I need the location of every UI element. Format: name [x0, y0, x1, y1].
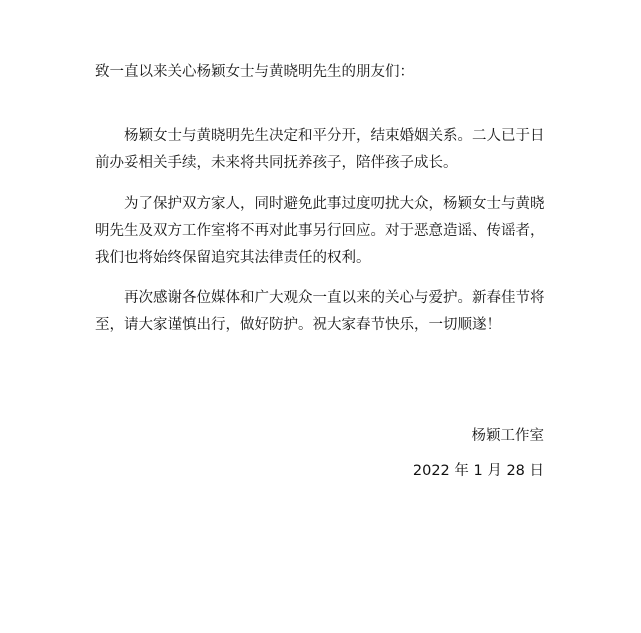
letter-date: 2022 年 1 月 28 日	[412, 463, 544, 479]
letter-signature: 杨颖工作室	[471, 428, 544, 444]
letter-greeting: 致一直以来关心杨颖女士与黄晓明先生的朋友们：	[95, 64, 414, 80]
letter-paragraph-1: 杨颖女士与黄晓明先生决定和平分开，结束婚姻关系。二人已于日前办妥相关手续，未来将共同抚养孩子，陪伴孩子成长。	[95, 128, 545, 171]
letter-paragraph-3: 再次感谢各位媒体和广大观众一直以来的关心与爱护。新春佳节将至，请大家谨慎出行，做好防护。祝大家春节快乐，一切顺遂！	[95, 290, 545, 333]
letter-paragraph-2: 为了保护双方家人，同时避免此事过度叨扰大众，杨颖女士与黄晓明先生及双方工作室将不再对此事另行回应。对于恶意造谣、传谣者，我们也将始终保留追究其法律责任的权利。	[95, 196, 545, 266]
